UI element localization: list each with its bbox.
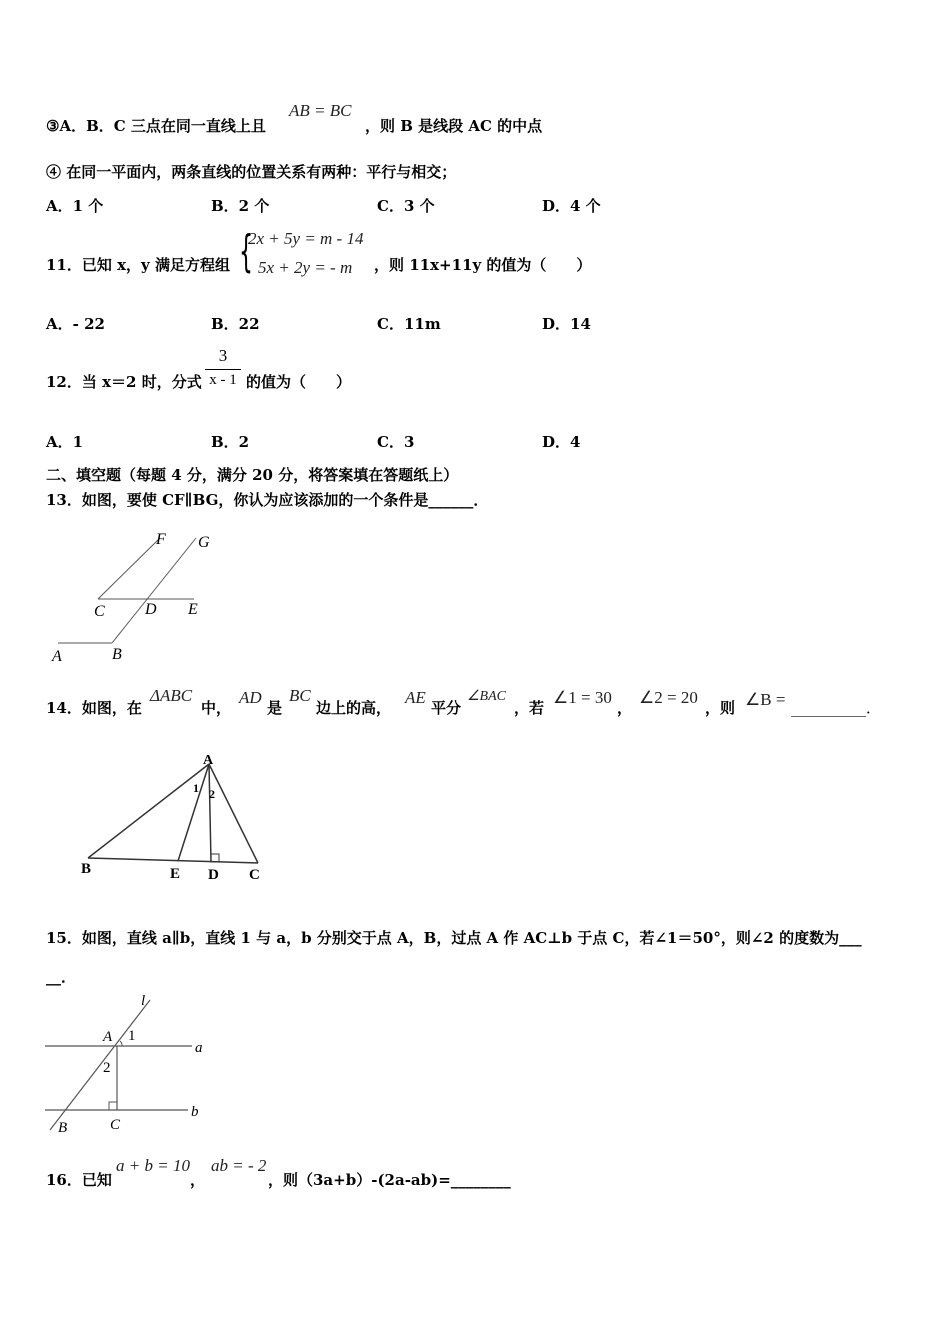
label-F: F — [156, 531, 166, 548]
q14-m5: ∠BAC — [467, 689, 506, 704]
q14-p4: 边上的高， — [316, 699, 392, 717]
label-A: A — [203, 753, 214, 768]
q16-p1: 16．已知 — [46, 1171, 112, 1189]
q12-option-d: D．4 — [542, 433, 581, 451]
q16-m2: ab = - 2 — [211, 1156, 267, 1175]
q14-m8: ∠B = — [745, 690, 786, 709]
label-angle-2: 2 — [103, 1060, 111, 1076]
q13-figure — [46, 525, 226, 670]
q12-option-c: C．3 — [377, 433, 415, 451]
q16-m1: a + b = 10 — [116, 1156, 190, 1175]
angle-1-arc — [120, 1041, 122, 1046]
statement-3-math: AB = BC — [289, 101, 352, 120]
statement-3-suffix: ，则 B 是线段 AC 的中点 — [365, 117, 543, 135]
statement-3-prefix: ③A．B．C 三点在同一直线上且 — [46, 117, 266, 135]
q11-eq2: 5x + 2y = - m — [258, 258, 353, 277]
q11-eq1: 2x + 5y = m - 14 — [248, 229, 364, 248]
q14-m4: AE — [405, 688, 426, 707]
q12-fraction-bar — [205, 369, 241, 370]
q14-p5: 平分 — [431, 699, 462, 717]
line-cf — [98, 538, 160, 599]
q11-option-b: B．22 — [211, 315, 260, 333]
q14-p6: ，若 — [514, 699, 545, 717]
q10-option-d: D．4 个 — [542, 197, 601, 215]
q12-option-a: A．1 — [46, 433, 84, 451]
label-b: b — [191, 1104, 199, 1120]
label-l: l — [141, 993, 146, 1009]
q12-suffix: 的值为（ ） — [246, 373, 352, 391]
line-ad — [209, 764, 211, 862]
q12-option-b: B．2 — [211, 433, 250, 451]
q11-option-c: C．11m — [377, 315, 441, 333]
q10-option-c: C．3 个 — [377, 197, 435, 215]
right-angle-mark — [211, 854, 219, 862]
q13-text: 13．如图，要使 CF∥BG，你认为应该添加的一个条件是______． — [46, 491, 489, 509]
label-angle-1: 1 — [193, 781, 199, 795]
q16-p2: ， — [190, 1171, 206, 1189]
label-E: E — [188, 601, 198, 618]
label-B: B — [112, 646, 122, 663]
section-2-heading: 二、填空题（每题 4 分，满分 20 分，将答案填在答题纸上） — [46, 466, 459, 484]
q14-p3: 是 — [267, 699, 283, 717]
label-C: C — [110, 1117, 121, 1133]
q14-p1: 14．如图，在 — [46, 699, 142, 717]
q14-m7: ∠2 = 20 — [639, 688, 698, 707]
q10-option-b: B．2 个 — [211, 197, 270, 215]
q12-denominator: x - 1 — [209, 372, 237, 388]
label-C: C — [249, 867, 260, 883]
label-angle-1: 1 — [128, 1028, 136, 1044]
q10-option-a: A．1 个 — [46, 197, 104, 215]
statement-4: ④ 在同一平面内，两条直线的位置关系有两种：平行与相交； — [46, 163, 457, 181]
q14-figure — [76, 748, 276, 888]
line-ac — [209, 764, 258, 863]
statement-3 — [46, 116, 266, 136]
q12-numerator: 3 — [218, 346, 228, 365]
label-D: D — [145, 601, 157, 618]
q14-m3: BC — [289, 686, 311, 705]
label-a: a — [195, 1040, 203, 1056]
line-bg — [112, 538, 196, 643]
q11-brace: { — [239, 226, 253, 277]
label-G: G — [198, 534, 210, 551]
q14-m6: ∠1 = 30 — [553, 688, 612, 707]
label-A: A — [103, 1029, 113, 1045]
q11-suffix: ，则 11x+11y 的值为（ ） — [374, 256, 592, 274]
q15-line2: __． — [46, 968, 77, 986]
line-ae — [178, 764, 209, 861]
q14-p2: 中， — [201, 699, 232, 717]
q15-figure — [40, 990, 220, 1140]
q14-m2: AD — [239, 688, 262, 707]
q14-p9: __________． — [791, 699, 882, 717]
line-bc — [88, 858, 258, 863]
label-E: E — [170, 866, 181, 882]
label-C: C — [94, 603, 105, 620]
label-A: A — [52, 648, 62, 665]
right-angle-mark — [109, 1102, 117, 1110]
q14-m1: ΔABC — [150, 686, 193, 705]
q12-prefix: 12．当 x＝2 时，分式 — [46, 373, 202, 391]
label-D: D — [208, 867, 219, 883]
q11-option-d: D．14 — [542, 315, 591, 333]
line-ab — [88, 764, 209, 858]
q11-option-a: A．- 22 — [46, 315, 105, 333]
label-angle-2: 2 — [209, 787, 215, 801]
label-B: B — [58, 1120, 68, 1136]
q16-p3: ，则（3a+b）-(2a-ab)=________ — [268, 1171, 511, 1189]
label-B: B — [81, 861, 92, 877]
q11-prefix: 11．已知 x，y 满足方程组 — [46, 256, 230, 274]
q15-line1: 15．如图，直线 a∥b，直线 1 与 a，b 分别交于点 A，B，过点 A 作 AC⊥b 于点 C，若∠1＝50°，则∠2 的度数为___ — [46, 929, 862, 947]
q14-p7: ， — [617, 699, 633, 717]
q14-p8: ，则 — [705, 699, 736, 717]
